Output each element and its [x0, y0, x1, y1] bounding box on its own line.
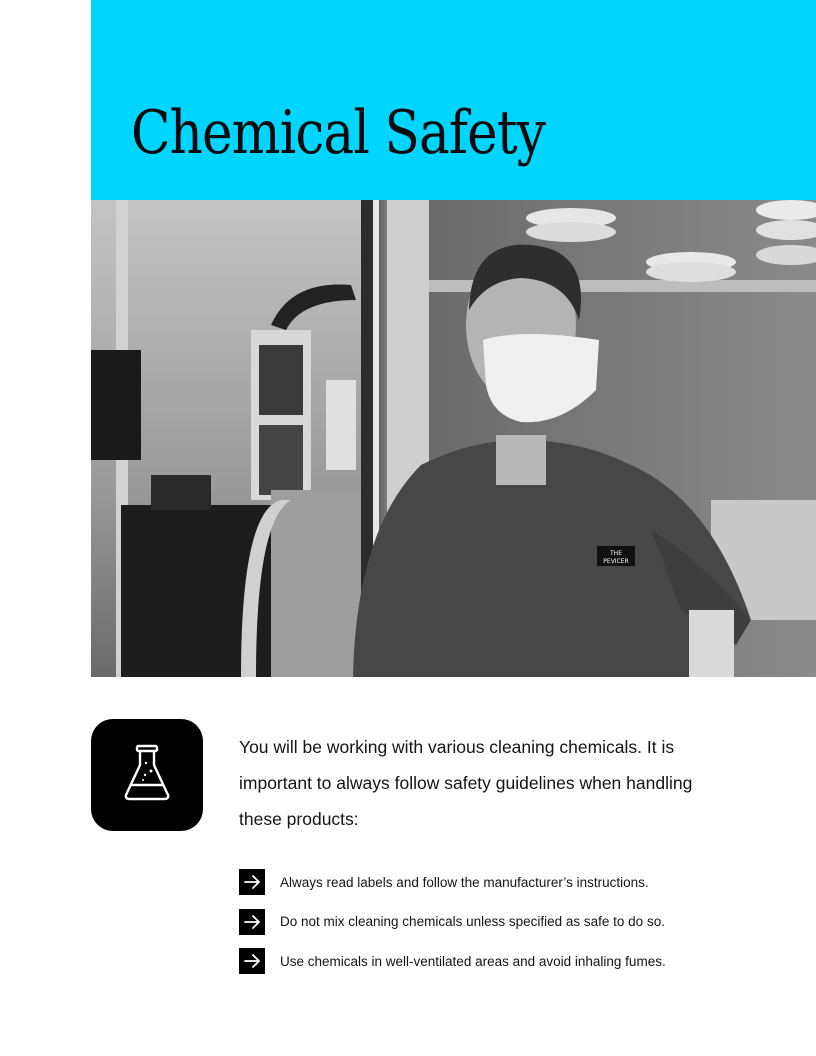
- list-item: [239, 948, 666, 974]
- worker-photo: [91, 200, 816, 677]
- svg-text:THE: THE: [610, 550, 622, 557]
- arrow-right-icon: [239, 948, 265, 974]
- guideline-text: Use chemicals in well-ventilated areas and avoid inhaling fumes.: [280, 953, 666, 969]
- title-banner: [91, 0, 816, 200]
- list-item: [239, 869, 666, 895]
- svg-text:PEVICER: PEVICER: [603, 558, 629, 565]
- page-title: Chemical Safety: [131, 98, 545, 168]
- flask-icon: [122, 743, 172, 808]
- arrow-right-icon: [239, 869, 265, 895]
- list-item: [239, 909, 666, 935]
- arrow-right-icon: [239, 909, 265, 935]
- intro-paragraph: You will be working with various cleaning chemicals. It is important to always follow safety guidelines when handling these products:: [239, 737, 693, 829]
- guideline-text: Do not mix cleaning chemicals unless specified as safe to do so.: [280, 914, 665, 929]
- safety-guidelines-list: [239, 869, 666, 988]
- guideline-text: Always read labels and follow the manufacturer’s instructions.: [280, 874, 649, 890]
- flask-icon-tile: [91, 719, 203, 831]
